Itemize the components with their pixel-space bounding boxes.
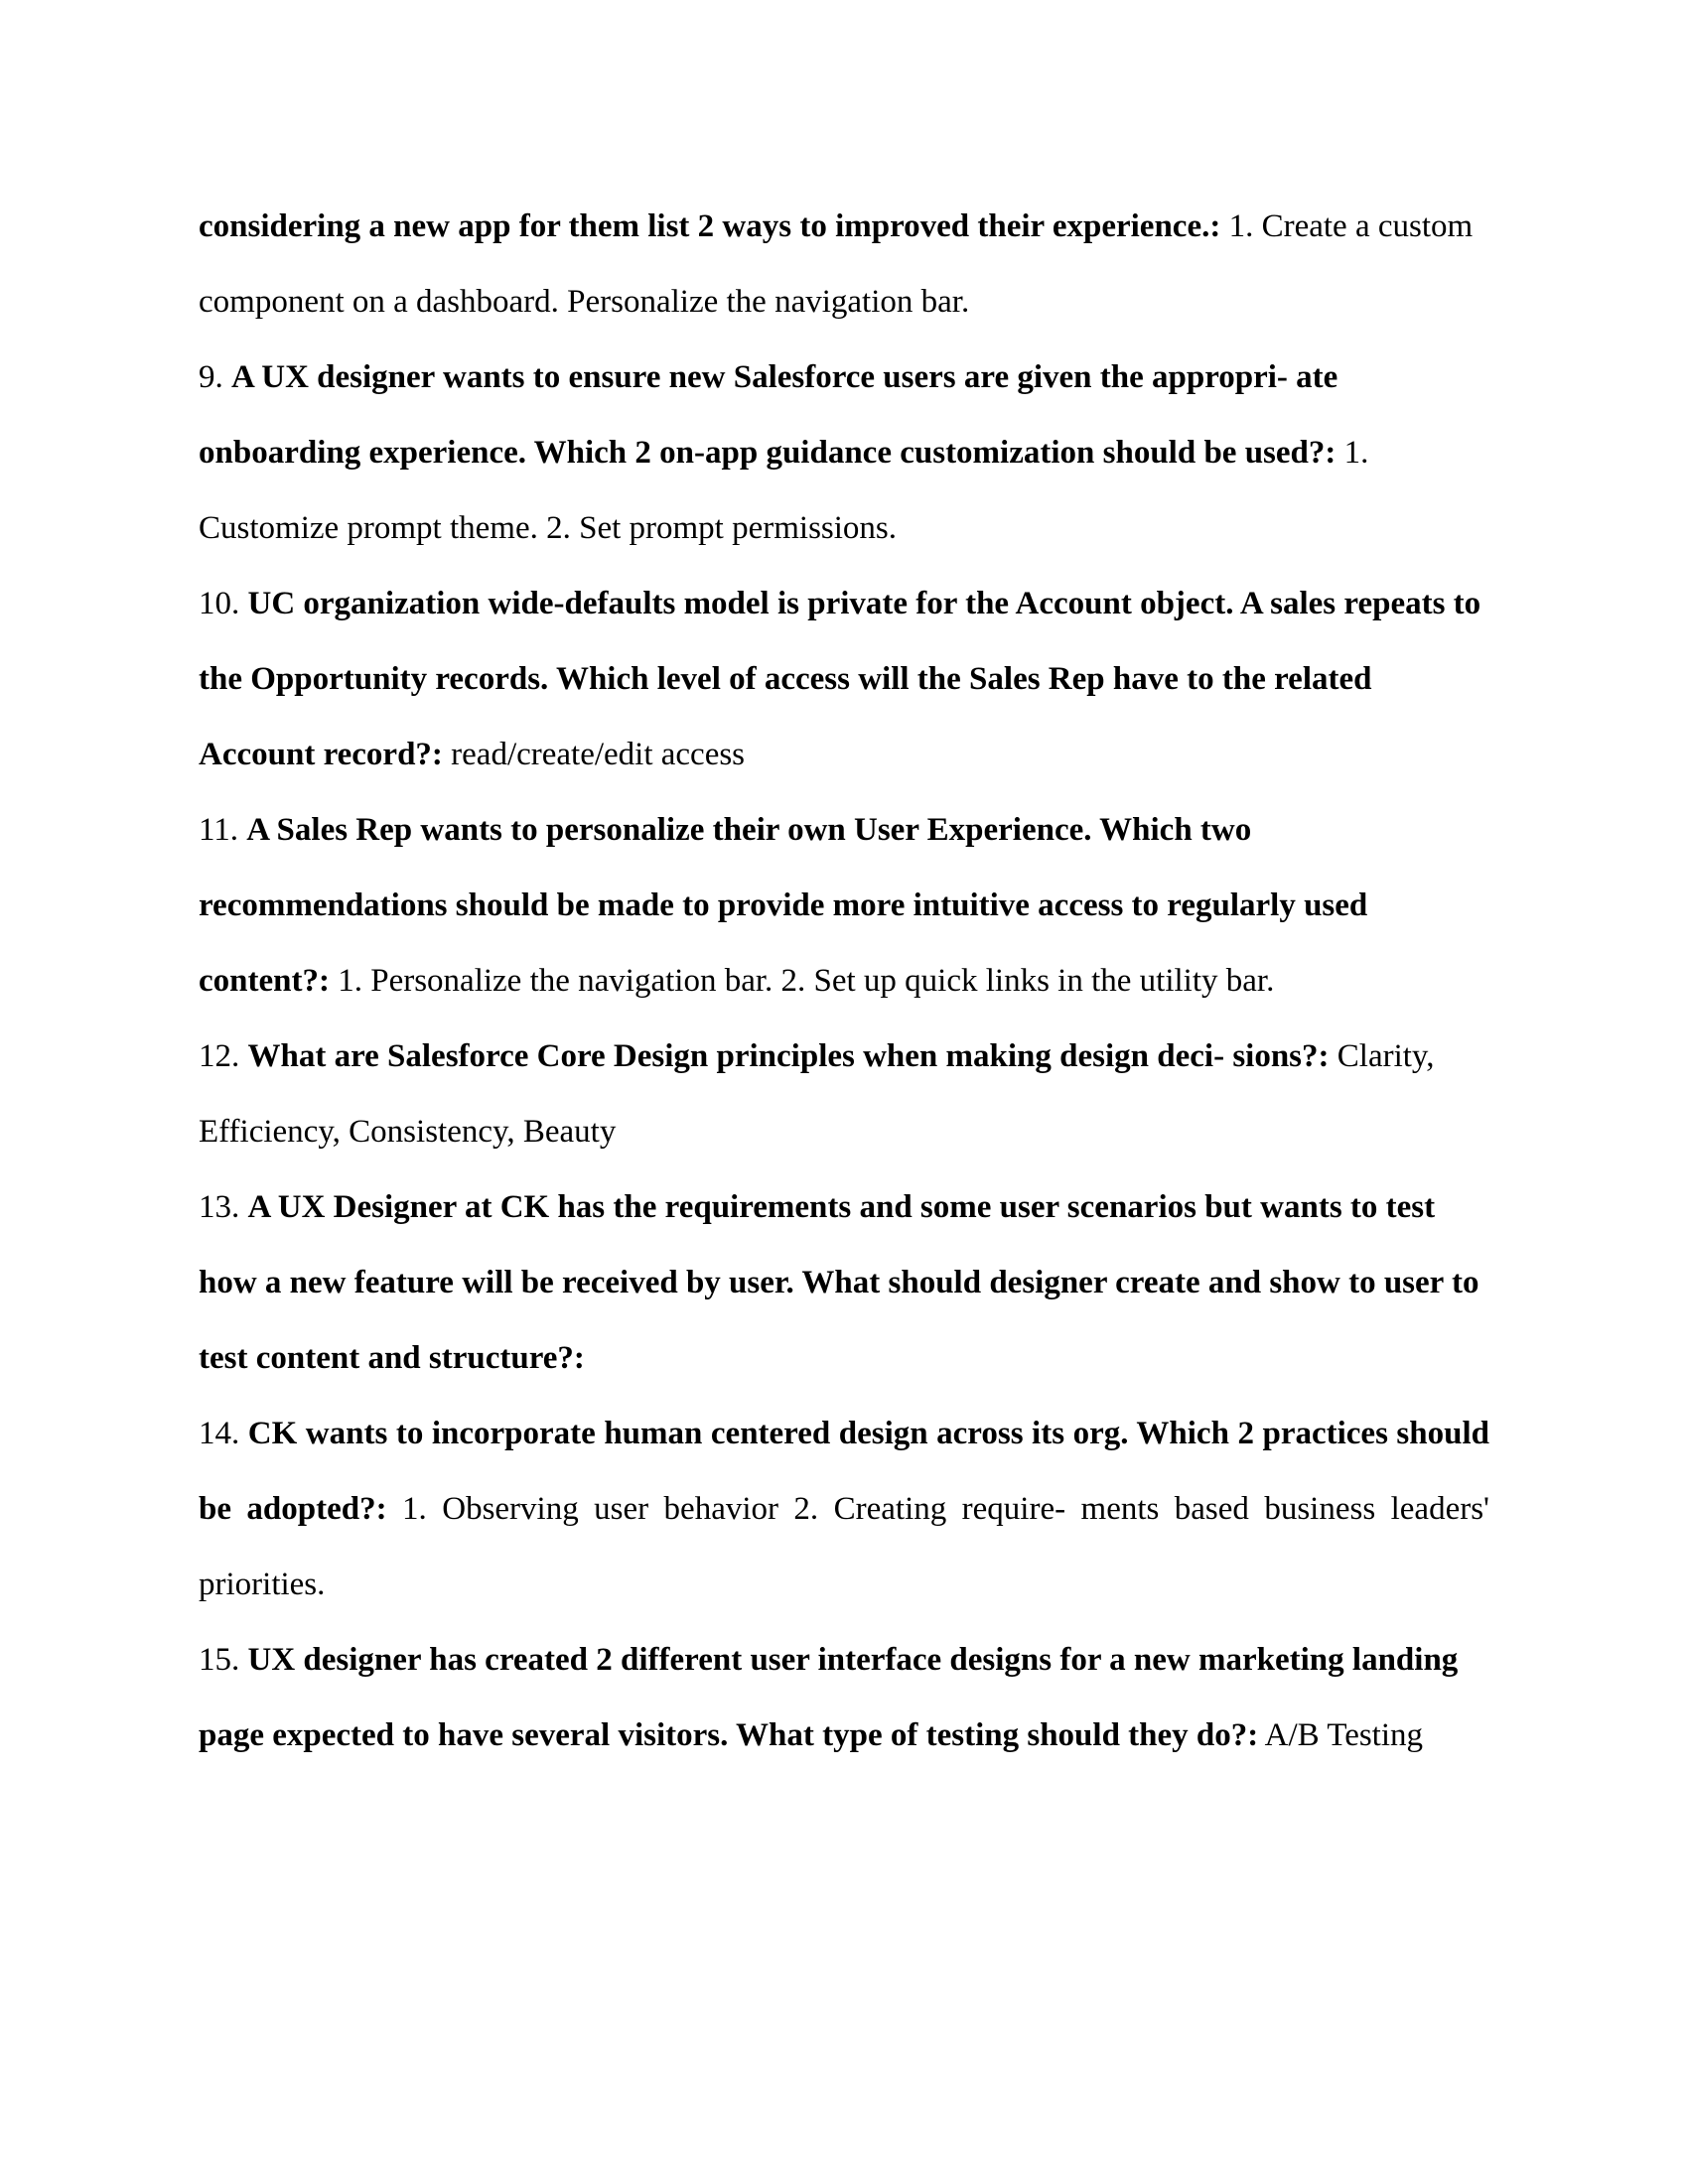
entry-answer: read/create/edit access	[442, 737, 746, 772]
entry-question: A Sales Rep wants to personalize their own User Experience. Which two recommendations should be made to provide more intuitive access to regularly used content?:	[199, 812, 1368, 999]
entry-number: 13.	[199, 1189, 248, 1225]
entry-question: considering a new app for them list 2 ways to improved their experience.:	[199, 208, 1221, 244]
entry-answer: 1. Customize prompt theme. 2. Set prompt permissions.	[199, 435, 1369, 546]
entry-9	[199, 340, 1489, 566]
entry-question: What are Salesforce Core Design principles when making design deci- sions?:	[247, 1038, 1330, 1074]
entry-question: UX designer has created 2 different user interface designs for a new marketing landing page expected to have several visitors. What type of testing should they do?:	[199, 1642, 1459, 1753]
entry-number: 15.	[199, 1642, 248, 1678]
entry-question: A UX designer wants to ensure new Salesforce users are given the appropri- ate onboarding experience. Which 2 on-app guidance customization should be used?:	[199, 359, 1338, 471]
entry-answer: 1. Personalize the navigation bar. 2. Set up quick links in the utility bar.	[329, 963, 1275, 999]
entry-question: CK wants to incorporate human centered design across its org. Which 2 practices should be adopted?:	[199, 1416, 1490, 1527]
entry-number: 10.	[199, 586, 248, 621]
entry-number: 14.	[199, 1416, 248, 1451]
entry-11	[199, 792, 1489, 1019]
entry-number: 11.	[199, 812, 247, 848]
entry-10	[199, 566, 1489, 792]
entry-number: 9.	[199, 359, 231, 395]
entry-question: A UX Designer at CK has the requirements and some user scenarios but wants to test how a new feature will be received by user. What should designer create and show to user to test content and structure?:	[199, 1189, 1479, 1376]
entry-12	[199, 1019, 1489, 1169]
entry-answer: Clarity, Efficiency, Consistency, Beauty	[199, 1038, 1435, 1150]
entry-number: 12.	[199, 1038, 248, 1074]
entry-15	[199, 1622, 1489, 1773]
entry-13	[199, 1169, 1489, 1396]
entry-answer: A/B Testing	[1258, 1717, 1424, 1753]
entry-14	[199, 1396, 1489, 1622]
entry-answer: 1. Observing user behavior 2. Creating require- ments based business leaders' priorities.	[199, 1491, 1489, 1602]
entry-question: UC organization wide-defaults model is private for the Account object. A sales repeats to the Opportunity records. Which level of access will the Sales Rep have to the related Account record?:	[199, 586, 1481, 772]
entry-continued	[199, 189, 1489, 340]
document-page	[199, 189, 1489, 1773]
entry-answer: 1. Create a custom component on a dashboard. Personalize the navigation bar.	[199, 208, 1474, 320]
